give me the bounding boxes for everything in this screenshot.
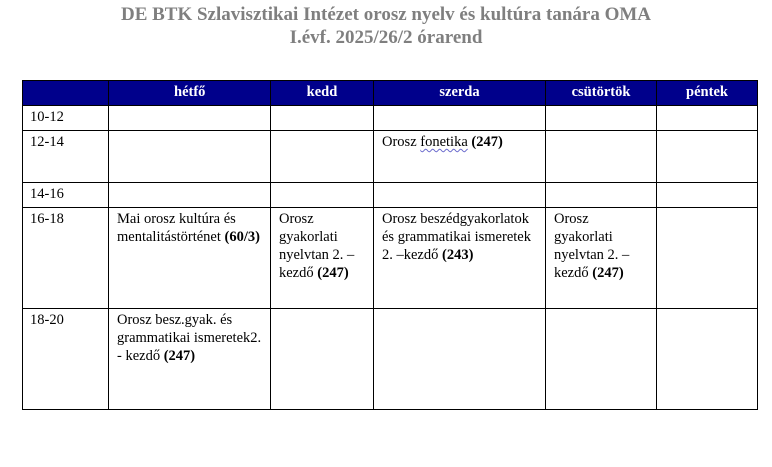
cell-empty <box>271 106 374 131</box>
table-row <box>23 183 758 208</box>
cell-empty <box>546 131 657 183</box>
cell-empty <box>657 309 758 410</box>
cell-empty <box>546 106 657 131</box>
column-header-wednesday: szerda <box>374 81 546 106</box>
course-name: Orosz gyakorlati nyelvtan 2. – kezdő <box>554 211 630 281</box>
cell-mon-18-20 <box>109 309 271 410</box>
time-cell: 16-18 <box>23 208 109 309</box>
cell-empty <box>546 309 657 410</box>
course-name: Mai orosz kultúra és mentalitástörténet <box>117 211 236 245</box>
cell-empty <box>271 131 374 183</box>
room-label: (243) <box>442 247 474 263</box>
cell-thu-16-18 <box>546 208 657 309</box>
room-label: (60/3) <box>224 229 260 245</box>
table-row <box>23 131 758 183</box>
cell-wed-16-18 <box>374 208 546 309</box>
cell-empty <box>657 106 758 131</box>
room-label: (247) <box>471 134 503 150</box>
cell-empty <box>109 131 271 183</box>
table-row <box>23 106 758 131</box>
course-name: Orosz besz.gyak. és grammatikai ismeretek2. - kezdő <box>117 312 262 364</box>
page-subtitle: I.évf. 2025/26/2 órarend <box>289 27 483 48</box>
page-title: DE BTK Szlavisztikai Intézet orosz nyelv és kultúra tanára OMA <box>120 4 652 25</box>
cell-wed-12-14 <box>374 131 546 183</box>
cell-empty <box>374 309 546 410</box>
time-cell: 12-14 <box>23 131 109 183</box>
column-header-tuesday: kedd <box>271 81 374 106</box>
course-name-underlined: fonetika <box>420 134 468 150</box>
cell-empty <box>271 309 374 410</box>
cell-empty <box>374 106 546 131</box>
column-header-friday: péntek <box>657 81 758 106</box>
room-label: (247) <box>317 265 349 281</box>
column-header-monday: hétfő <box>109 81 271 106</box>
table-row <box>23 309 758 410</box>
cell-mon-16-18 <box>109 208 271 309</box>
cell-empty <box>109 106 271 131</box>
cell-empty <box>271 183 374 208</box>
table-row <box>23 208 758 309</box>
cell-empty <box>657 131 758 183</box>
time-cell: 10-12 <box>23 106 109 131</box>
time-cell: 18-20 <box>23 309 109 410</box>
cell-tue-16-18 <box>271 208 374 309</box>
cell-empty <box>657 208 758 309</box>
column-header-time <box>23 81 109 106</box>
course-name: Orosz gyakorlati nyelvtan 2. – kezdő <box>279 211 355 281</box>
table-header-row <box>23 81 758 106</box>
cell-empty <box>374 183 546 208</box>
time-cell: 14-16 <box>23 183 109 208</box>
room-label: (247) <box>592 265 624 281</box>
cell-empty <box>657 183 758 208</box>
room-label: (247) <box>163 348 196 364</box>
course-name: Orosz beszédgyakorlatok és grammatikai ismeretek 2. –kezdő <box>382 211 531 263</box>
cell-empty <box>546 183 657 208</box>
cell-empty <box>109 183 271 208</box>
timetable <box>22 80 758 410</box>
course-name: Orosz <box>382 134 421 150</box>
column-header-thursday: csütörtök <box>546 81 657 106</box>
